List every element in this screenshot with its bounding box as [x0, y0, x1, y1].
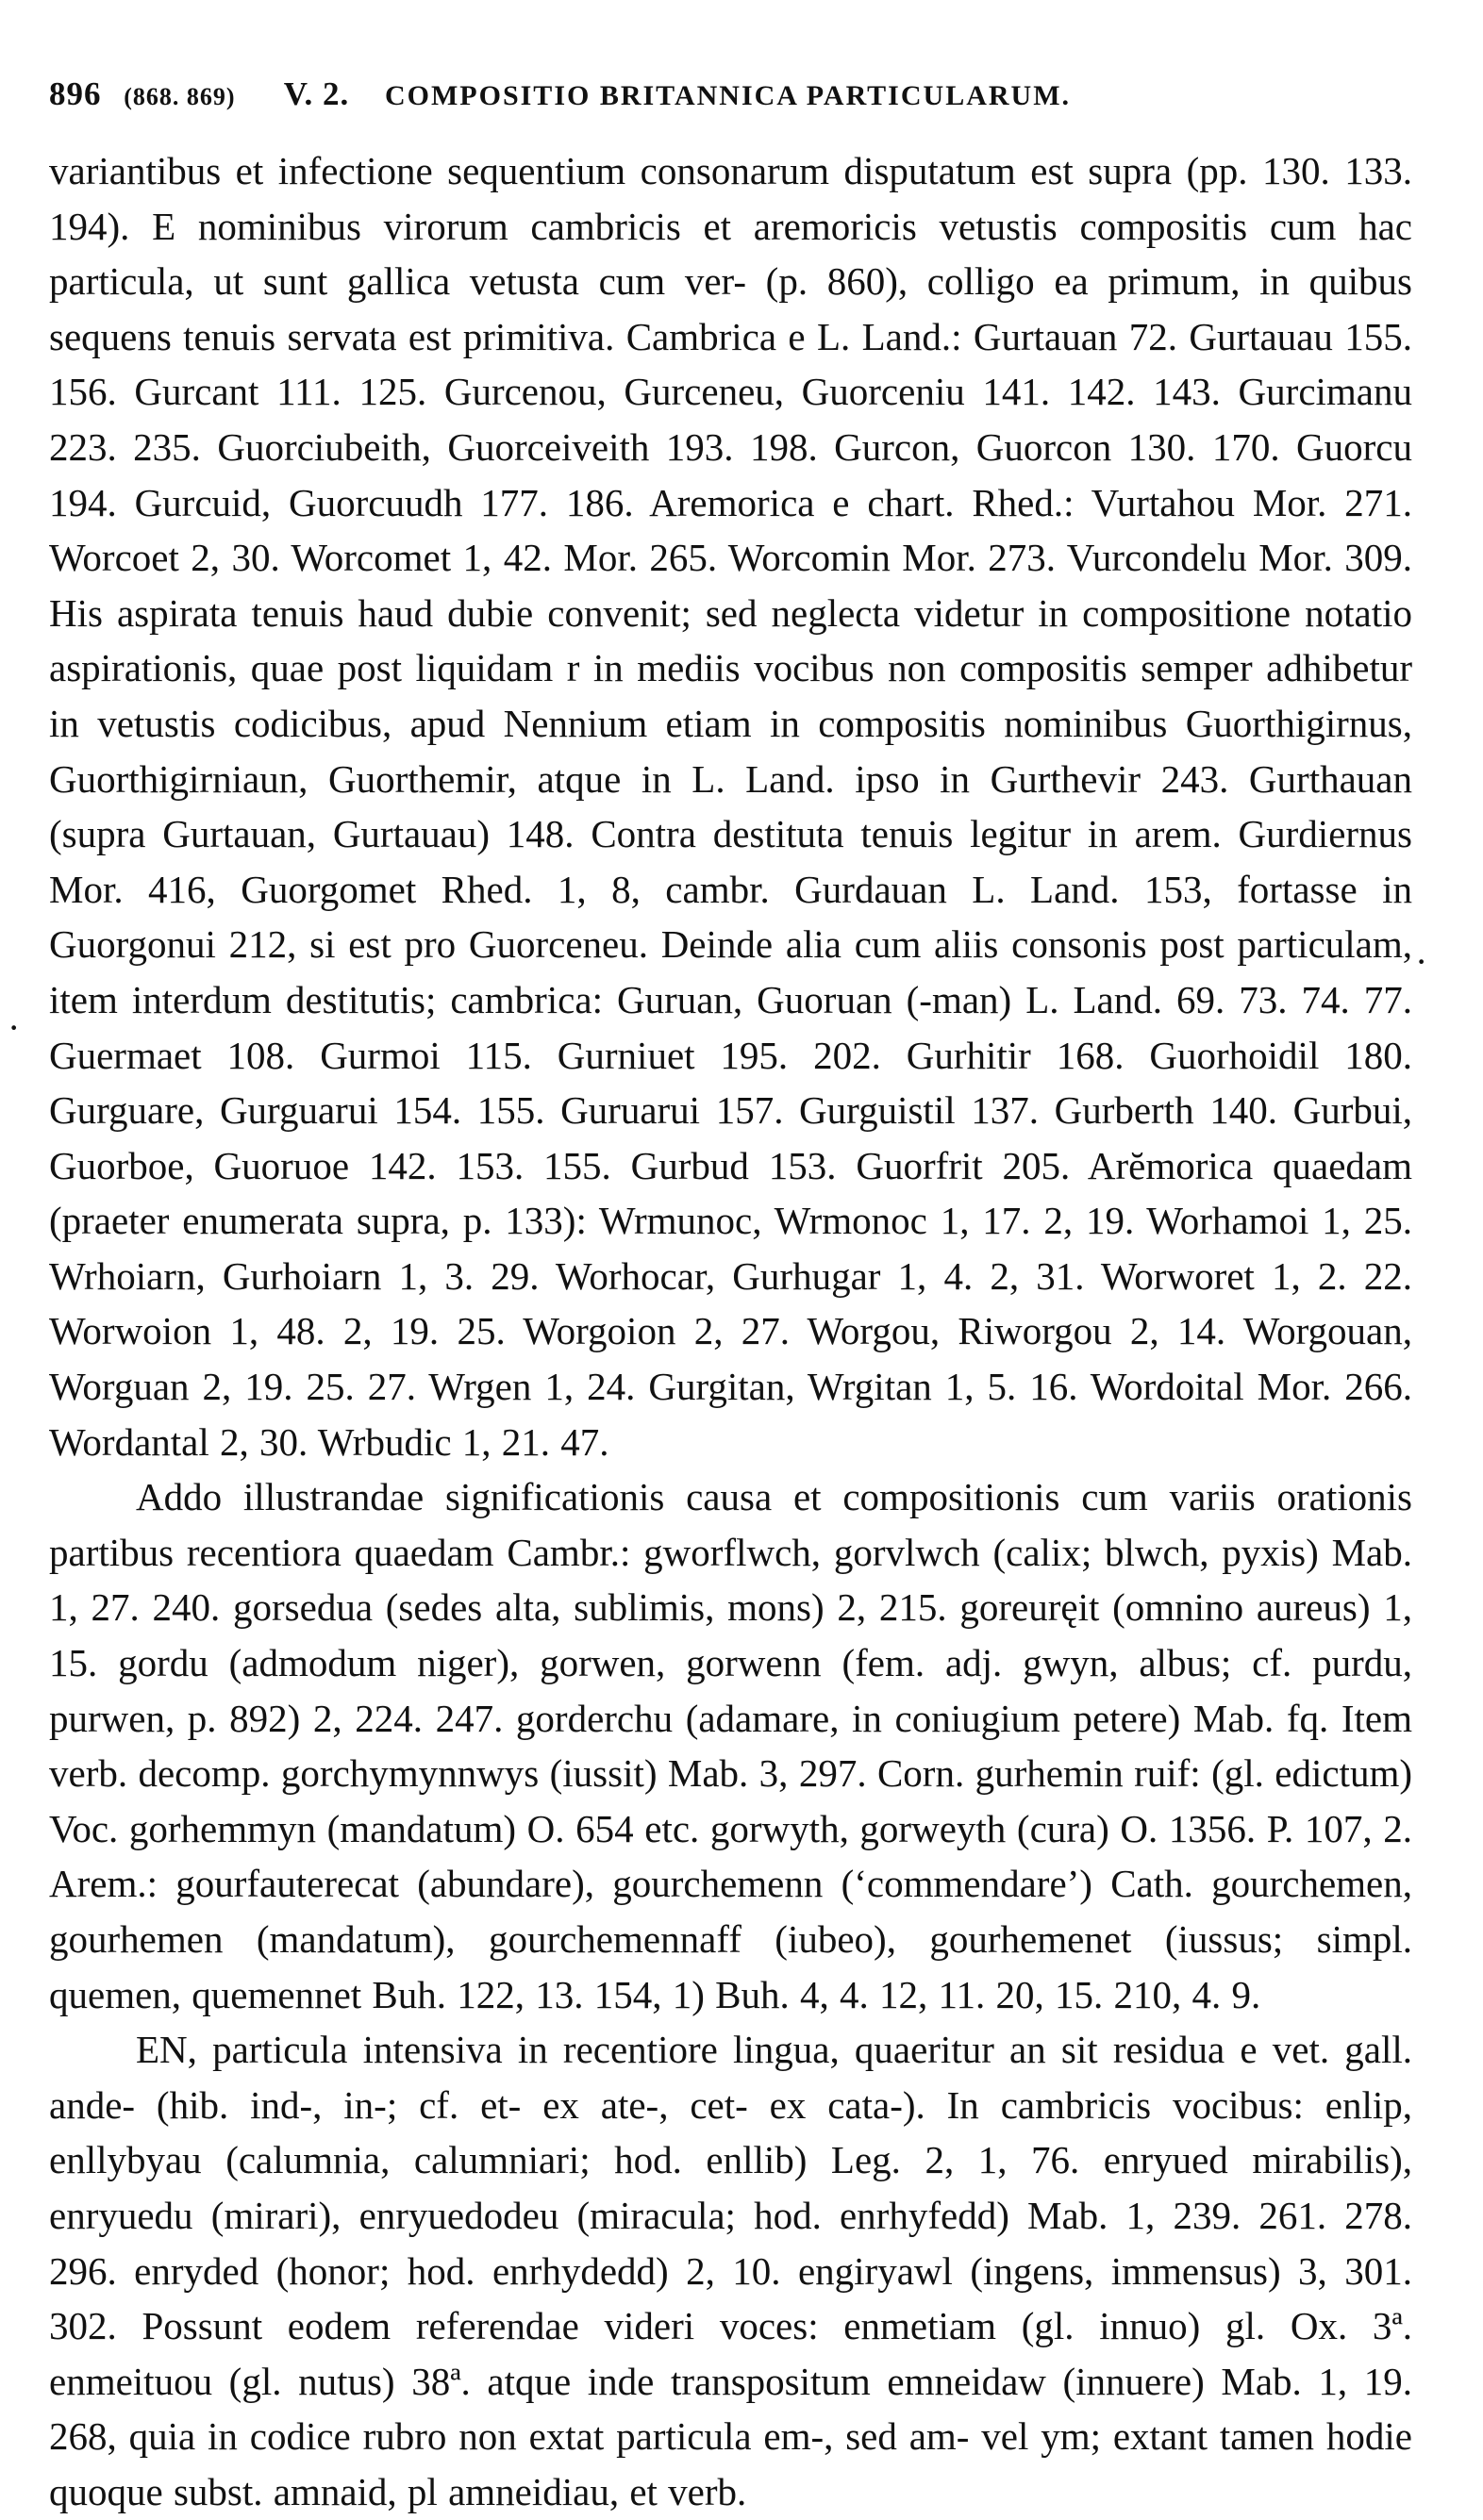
paragraph-en-particula: EN, particula intensiva in recentiore lingua, quaeritur an sit residua e vet. gall. ande- (hib. ind-, in-; cf. et- ex ate-, cet- ex cata-). In cambricis vocibus: enlip, enllybyau (calumnia, calumniari; hod. enllib) Leg. 2, 1, 76. enryued mirabilis), enryuedu (mirari), enryuedodeu (miracula; hod. enrhyfedd) Mab. 1, 239. 261. 278. 296. enryded (honor; hod. enrhydedd) 2, 10. engiryawl (ingens, immensus) 3, 301. 302. Possunt eodem referendae videri voces: enmetiam (gl. innuo) gl. Ox. 3ª. enmeituou (gl. nutus) 38ª. atque inde transpositum emneidaw (innuere) Mab. 1, 19. 268, quia in codice rubro non extat particula em-, sed am- vel ym; extant tamen hodie quoque subst. amnaid, pl amneidiau, et verb. [49, 2028, 1412, 2513]
margin-mark-icon: · [8, 1006, 21, 1049]
page-number: 896 [49, 75, 102, 112]
page-refs: (868. 869) [124, 83, 236, 110]
paragraph-addo-illustrandae: Addo illustrandae significationis causa et compositionis cum variis orationis partibus recentiora quaedam Cambr.: gworflwch, gorvlwch (calix; blwch, pyxis) Mab. 1, 27. 240. gorsedua (sedes alta, sublimis, mons) 2, 215. goreuręit (omnino aureus) 1, 15. gordu (admodum niger), gorwen, gorwenn (fem. adj. gwyn, albus; cf. purdu, purwen, p. 892) 2, 224. 247. gorderchu (adamare, in coniugium petere) Mab. fq. Item verb. decomp. gorchymynnwys (iussit) Mab. 3, 297. Corn. gurhemin ruif: (gl. edictum) Voc. gorhemmyn (mandatum) O. 654 etc. gorwyth, gorweyth (cura) O. 1356. P. 107, 2. Arem.: gourfauterecat (abundare), gourchemenn (‘commendare’) Cath. gourchemen, gourhemen (mandatum), gourchemennaff (iubeo), gourhemenet (iussus; simpl. quemen, quemennet Buh. 122, 13. 154, 1) Buh. 4, 4. 12, 11. 20, 15. 210, 4. 9. [49, 1475, 1412, 2016]
running-title: COMPOSITIO BRITANNICA PARTICULARUM. [384, 80, 1072, 111]
margin-mark-icon: · [1415, 940, 1428, 983]
paragraph-compositio-gur: variantibus et infectione sequentium consonarum disputatum est supra (pp. 130. 133. 194). E nominibus virorum cambricis et aremoricis vetustis compositis cum hac particula, ut sunt gallica vetusta cum ver- (p. 860), colligo ea primum, in quibus sequens tenuis servata est primitiva. Cambrica e L. Land.: Gurtauan 72. Gurtauau 155. 156. Gurcant 111. 125. Gurcenou, Gurceneu, Guorceniu 141. 142. 143. Gurcimanu 223. 235. Guorciubeith, Guorceiveith 193. 198. Gurcon, Guorcon 130. 170. Guorcu 194. Gurcuid, Guorcuudh 177. 186. Aremorica e chart. Rhed.: Vurtahou Mor. 271. Worcoet 2, 30. Worcomet 1, 42. Mor. 265. Worcomin Mor. 273. Vurcondelu Mor. 309. His aspirata tenuis haud dubie convenit; sed neglecta videtur in compositione notatio aspirationis, quae post liquidam r in mediis vocibus non compositis semper adhibetur in vetustis codicibus, apud Nennium etiam in compositis nominibus Guorthigirnus, Guorthigirniaun, Guorthemir, atque in L. Land. ipso in Gurthevir 243. Gurthauan (supra Gurtauan, Gurtauau) 148. Contra destituta tenuis legitur in arem. Gurdiernus Mor. 416, Guorgomet Rhed. 1, 8, cambr. Gurdauan L. Land. 153, fortasse in Guorgonui 212, si est pro Guorceneu. Deinde alia cum aliis consonis post particulam, item interdum destitutis; cambrica: Guruan, Guoruan (-man) L. Land. 69. 73. 74. 77. Guermaet 108. Gurmoi 115. Gurniuet 195. 202. Gurhitir 168. Guorhoidil 180. Gurguare, Gurguarui 154. 155. Guruarui 157. Gurguistil 137. Gurberth 140. Gurbui, Guorboe, Guoruoe 142. 153. 155. Gurbud 153. Guorfrit 205. Arĕmorica quaedam (praeter enumerata supra, p. 133): Wrmunoc, Wrmonoc 1, 17. 2, 19. Worhamoi 1, 25. Wrhoiarn, Gurhoiarn 1, 3. 29. Worhocar, Gurhugar 1, 4. 2, 31. Worworet 1, 2. 22. Worwoion 1, 48. 2, 19. 25. Worgoion 2, 27. Worgou, Riworgou 2, 14. Worgouan, Worguan 2, 19. 25. 27. Wrgen 1, 24. Gurgitan, Wrgitan 1, 5. 16. Wordoital Mor. 266. Wordantal 2, 30. Wrbudic 1, 21. 47. [49, 149, 1412, 1464]
book-page [49, 75, 1412, 2520]
running-head [49, 75, 1412, 113]
volume-label: V. 2. [283, 75, 350, 112]
